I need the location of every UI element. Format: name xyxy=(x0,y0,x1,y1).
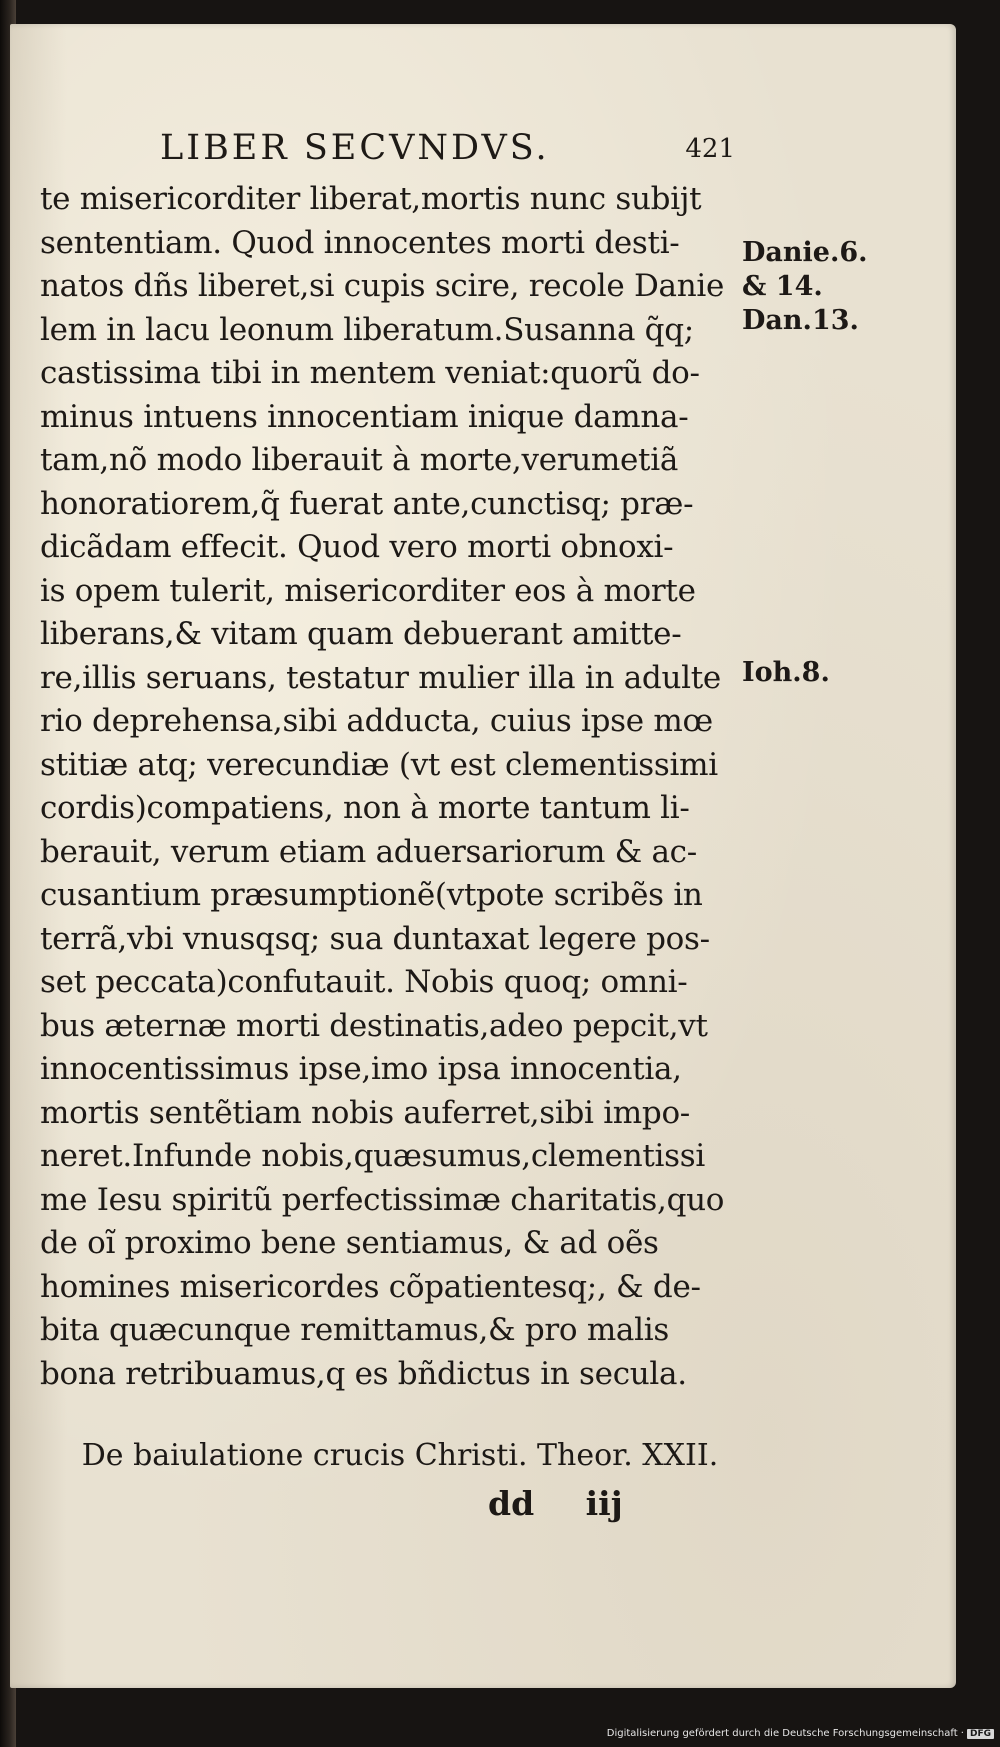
dfg-logo: DFG xyxy=(967,1729,994,1739)
text-line: homines misericordes cõpatientesq;, & de- xyxy=(40,1268,701,1305)
text-line: bona retribuamus,q es bñdictus in secula. xyxy=(40,1355,687,1392)
credit-text: Digitalisierung gefördert durch die Deutsche Forschungsgemeinschaft · xyxy=(606,1728,964,1739)
text-line: minus intuens innocentiam inique damna- xyxy=(40,398,689,435)
text-line: castissima tibi in mentem veniat:quorũ do- xyxy=(40,355,700,391)
text-line: de oĩ proximo bene sentiamus, & ad oẽs xyxy=(40,1225,659,1261)
signature-mark: dd iij xyxy=(488,1484,623,1523)
page-number: 421 xyxy=(685,134,735,164)
section-title: De baiulatione crucis Christi. Theor. XXII. xyxy=(81,1438,719,1473)
text-line: is opem tulerit, misericorditer eos à morte xyxy=(40,572,696,609)
margin-note-john-8: Ioh.8. xyxy=(742,657,830,688)
margin-note-daniel-6: Danie.6. xyxy=(742,237,868,268)
text-line: cusantium præsumptionẽ(vtpote scribẽs in xyxy=(40,877,703,913)
text-line: set peccata)confutauit. Nobis quoq; omni- xyxy=(40,964,688,1000)
text-line: honoratiorem,q̃ fuerat ante,cunctisq; præ- xyxy=(40,485,694,522)
text-line: bita quæcunque remittamus,& pro malis xyxy=(40,1312,669,1348)
text-line: rio deprehensa,sibi adducta, cuius ipse mœ xyxy=(40,703,713,739)
text-line: terrã,vbi vnusqsq; sua duntaxat legere pos- xyxy=(40,920,710,957)
text-line: berauit, verum etiam aduersariorum & ac- xyxy=(40,833,697,870)
text-line: re,illis seruans, testatur mulier illa in adulte xyxy=(40,659,721,696)
text-line: neret.Infunde nobis,quæsumus,clementissi xyxy=(40,1138,705,1174)
text-line: bus æternæ morti destinatis,adeo pepcit,vt xyxy=(40,1007,708,1044)
text-line: sententiam. Quod innocentes morti desti- xyxy=(40,224,680,261)
text-line: stitiæ atq; verecundiæ (vt est clementissimi xyxy=(40,746,718,783)
text-line: dicãdam effecit. Quod vero morti obnoxi- xyxy=(40,529,674,565)
text-line: mortis sentẽtiam nobis auferret,sibi impo- xyxy=(40,1094,690,1131)
body-text xyxy=(40,178,730,1396)
page-header xyxy=(160,128,735,174)
margin-note-daniel-13: Dan.13. xyxy=(742,305,859,336)
text-line: te misericorditer liberat,mortis nunc subijt xyxy=(40,181,702,217)
running-head: LIBER SECVNDVS. xyxy=(160,128,550,168)
text-line: liberans,& vitam quam debuerant amitte- xyxy=(40,616,682,652)
margin-note-14: & 14. xyxy=(742,271,823,302)
digitization-credit xyxy=(607,1728,994,1739)
text-line: lem in lacu leonum liberatum.Susanna q̃q; xyxy=(40,311,694,348)
text-line: innocentissimus ipse,imo ipsa innocentia, xyxy=(40,1051,682,1087)
text-line: me Iesu spiritũ perfectissimæ charitatis,quo xyxy=(40,1181,725,1218)
text-line: tam,nõ modo liberauit à morte,verumetiã xyxy=(40,442,679,478)
text-line: natos dñs liberet,si cupis scire, recole Danie xyxy=(40,268,725,304)
text-line: cordis)compatiens, non à morte tantum li- xyxy=(40,790,690,826)
